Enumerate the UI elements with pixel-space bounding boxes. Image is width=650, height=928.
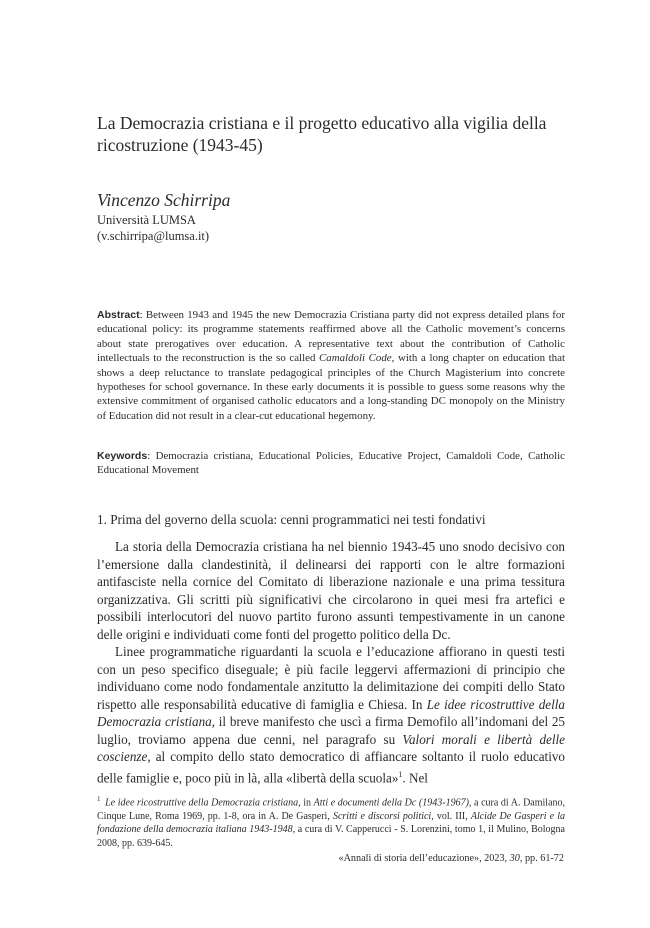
footnote-number: 1	[97, 795, 101, 803]
journal-pages: , pp. 61-72	[519, 853, 564, 864]
para2-text-c: , al compito dello stato democratico di affiancare soltanto il ruolo educativo delle famiglie e, poco più in là, alla «libertà della scuola»	[97, 749, 565, 785]
abstract-label: Abstract	[97, 309, 140, 321]
author-email: (v.schirripa@lumsa.it)	[97, 229, 210, 243]
paragraph-1: La storia della Democrazia cristiana ha nel biennio 1943-45 uno snodo decisivo con l’emersione dalla clandestinità, il delinearsi dei rapporti con le altre formazioni antifasciste nella cornice del Comitato di liberazione nazionale e una prima tessitura organizzativa. Gli scritti più significativi che circolarono in quei mesi fra artefici e possibili interlocutori del nuovo partito furono assunti tempestivamente in un canone delle origini e individuati come fonti del progetto politico della Dc.	[97, 539, 565, 642]
fn-italic-e: Scritti e discorsi politici	[332, 810, 432, 822]
para2-text-d: . Nel	[402, 769, 428, 785]
fn-text-d: , a cura di A. Damilano, Cinque Lune, Roma 1969, pp. 1-8, ora in A. De Gasperi,	[97, 797, 566, 822]
journal-volume: 30	[509, 853, 520, 864]
para2-italic-section: Valori morali e libertà delle coscienze	[97, 731, 565, 764]
paragraph-2	[97, 643, 565, 786]
journal-citation	[338, 853, 564, 864]
abstract	[97, 308, 565, 423]
fn-text-h: , a cura di V. Capperucci - S. Lorenzini, tomo 1, il Mulino, Bologna 2008, pp. 639-645.	[97, 824, 565, 849]
article-title: La Democrazia cristiana e il progetto educativo alla vigilia della ricostruzione (1943-45)	[97, 113, 547, 155]
footnote-1	[97, 793, 565, 850]
author-affiliation-block	[97, 212, 209, 244]
author-name: Vincenzo Schirripa	[97, 190, 231, 210]
abstract-text-b: , with a long chapter on education that shows a deep reluctance to translate pedagogical principles of the Church Magisterium into concrete hypotheses for school governance. In these early documents it is possible to guess some reasons why the extensive commitment of organised catholic educators and a long-standing DC monopoly on the Ministry of Education did not result in a clear-cut educational hegemony.	[97, 352, 565, 422]
fn-italic-c: Atti e documenti della Dc (1943-1967)	[313, 797, 469, 809]
fn-italic-g: Alcide De Gasperi e la fondazione della democrazia italiana 1943-1948	[97, 810, 565, 836]
para2-italic-title: Le idee ricostruttive della Democrazia cristiana	[97, 696, 565, 729]
journal-name: «Annali di storia dell’educazione», 2023,	[338, 853, 510, 864]
fn-text-f: , vol. III,	[431, 810, 471, 822]
fn-italic-a: Le idee ricostruttive della Democrazia cristiana	[105, 797, 299, 809]
affiliation: Università LUMSA	[97, 213, 196, 227]
para2-text-b: , il breve manifesto che uscì a firma Demofilo all’indomani del 25 luglio, troviamo appena due cenni, nel paragrafo su	[97, 714, 565, 747]
keywords-label: Keywords	[97, 450, 148, 462]
keywords-text: : Democrazia cristiana, Educational Policies, Educative Project, Camaldoli Code, Catholic Educational Movement	[97, 450, 565, 477]
keywords	[97, 449, 565, 478]
section-heading: 1. Prima del governo della scuola: cenni programmatici nei testi fondativi	[97, 512, 486, 527]
abstract-text-a: : Between 1943 and 1945 the new Democrazia Cristiana party did not express detailed plans for educational policy: its programme statements reaffirmed above all the Catholic movement’s concerns about state prerogatives over education. A representative text about the contribution of Catholic intellectuals to the reconstruction is the so called	[97, 309, 565, 365]
abstract-camaldoli-code: Camaldoli Code	[319, 352, 392, 365]
fn-text-b: , in	[298, 797, 314, 809]
body-text	[97, 538, 565, 786]
para2-text-a: Linee programmatiche riguardanti la scuola e l’educazione affiorano in questi testi con un peso specifico diseguale; è più facile leggervi affermazioni di principio che individuano come nodo fondamentale anzitutto la delimitazione dei compiti dello Stato rispetto alle responsabilità educative di famiglia e Chiesa. In	[97, 644, 565, 712]
footnote-ref: 1	[398, 769, 403, 779]
